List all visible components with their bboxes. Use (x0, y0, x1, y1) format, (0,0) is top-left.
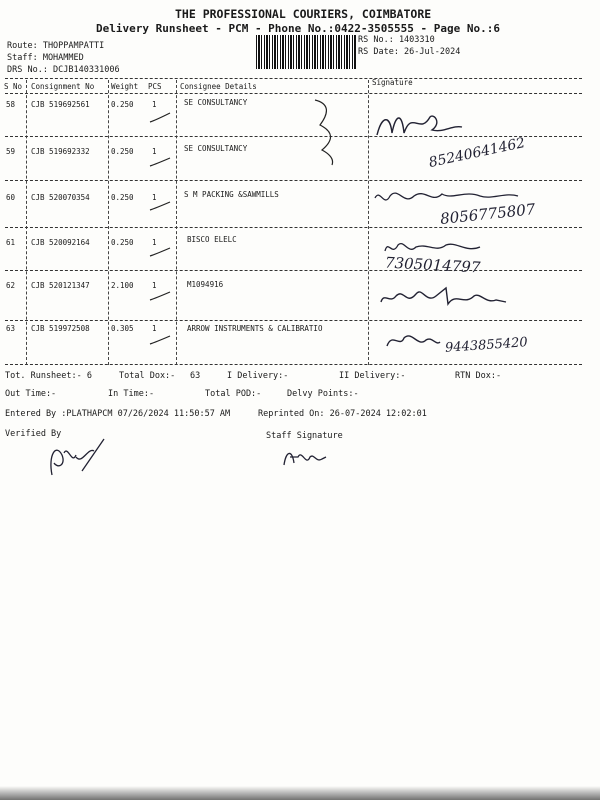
staff-signature (280, 445, 330, 470)
rs-number: RS No.: 1403310 (358, 35, 435, 45)
handwritten-phone: 8056775807 (439, 200, 537, 228)
tick-marks (148, 108, 174, 358)
col-divider (368, 80, 369, 365)
table-cell-sno: 60 (6, 193, 16, 202)
table-cell-pcs: 1 (152, 100, 157, 109)
table-cell-pcs: 1 (152, 324, 157, 333)
drs-number: DRS No.: DCJB140331006 (7, 65, 120, 75)
scan-edge-shadow (0, 786, 600, 800)
staff-signature-label: Staff Signature (266, 431, 343, 441)
table-cell-weight: 2.100 (111, 281, 134, 290)
table-cell-sno: 58 (6, 100, 16, 109)
col-header-consignee: Consignee Details (180, 82, 257, 91)
staff-label: Staff: MOHAMMED (7, 53, 84, 63)
handwritten-phone: 7305014797 (384, 253, 481, 277)
col-divider (108, 80, 109, 365)
table-cell-sno: 61 (6, 238, 16, 247)
table-cell-consignee: SE CONSULTANCY (184, 98, 248, 107)
ditto-mark (310, 95, 340, 170)
ii-delivery: II Delivery:- (339, 371, 406, 381)
delvy-points: Delvy Points:- (287, 389, 359, 399)
handwritten-phone: 9443855420 (444, 335, 529, 356)
table-bottom-rule (5, 364, 582, 365)
company-title: THE PROFESSIONAL COURIERS, COIMBATORE (175, 7, 432, 21)
table-cell-consignment: CJB 520121347 (31, 281, 90, 290)
handwritten-phone: 85240641462 (427, 134, 527, 172)
table-cell-pcs: 1 (152, 147, 157, 156)
col-header-sno: S No (4, 82, 23, 91)
table-cell-consignee: M1094916 (187, 280, 224, 289)
table-cell-consignment: CJB 520070354 (31, 193, 90, 202)
col-header-consignment: Consignment No (31, 82, 95, 91)
total-dox-label: Total Dox:- (119, 371, 176, 381)
barcode (256, 35, 356, 69)
table-top-rule (5, 78, 582, 79)
table-cell-weight: 0.250 (111, 238, 134, 247)
table-cell-weight: 0.250 (111, 147, 134, 156)
total-pod: Total POD:- (205, 389, 262, 399)
table-cell-sno: 62 (6, 281, 16, 290)
table-cell-consignment: CJB 519972508 (31, 324, 90, 333)
table-cell-sno: 63 (6, 324, 16, 333)
reprinted-on: Reprinted On: 26-07-2024 12:02:01 (258, 409, 427, 419)
table-cell-consignment: CJB 519692561 (31, 100, 90, 109)
table-cell-weight: 0.250 (111, 100, 134, 109)
col-divider (176, 80, 177, 365)
table-cell-consignee: SE CONSULTANCY (184, 144, 248, 153)
signature-scribble (376, 282, 516, 310)
in-time: In Time:- (108, 389, 155, 399)
rs-date: RS Date: 26-Jul-2024 (358, 47, 461, 57)
table-cell-pcs: 1 (152, 281, 157, 290)
table-cell-pcs: 1 (152, 238, 157, 247)
out-time: Out Time:- (5, 389, 57, 399)
signature-scribble (382, 328, 442, 352)
total-dox-value: 63 (190, 371, 201, 381)
runsheet-title: Delivery Runsheet - PCM - Phone No.:0422-3505555 - Page No.:6 (96, 22, 500, 35)
table-cell-pcs: 1 (152, 193, 157, 202)
table-cell-consignee: ARROW INSTRUMENTS & CALIBRATIO (187, 324, 323, 333)
route-label: Route: THOPPAMPATTI (7, 41, 105, 51)
table-cell-consignee: S M PACKING &SAWMILLS (184, 190, 279, 199)
entered-by: Entered By :PLATHAPCM 07/26/2024 11:50:57 AM (5, 409, 231, 419)
signature-scribble (372, 105, 497, 145)
table-cell-sno: 59 (6, 147, 16, 156)
table-cell-weight: 0.305 (111, 324, 134, 333)
table-cell-consignee: BISCO ELELC (187, 235, 237, 244)
i-delivery: I Delivery:- (227, 371, 289, 381)
rtn-dox: RTN Dox:- (455, 371, 502, 381)
row-rule (5, 180, 582, 181)
verified-by-label: Verified By (5, 429, 62, 439)
col-header-pcs: PCS (148, 82, 162, 91)
table-cell-consignment: CJB 520092164 (31, 238, 90, 247)
row-rule (5, 320, 582, 321)
table-header-rule (5, 93, 582, 94)
table-cell-consignment: CJB 519692332 (31, 147, 90, 156)
table-cell-weight: 0.250 (111, 193, 134, 202)
row-rule (5, 227, 582, 228)
verifier-signature (42, 435, 112, 480)
col-divider (26, 80, 27, 365)
row-rule (5, 270, 582, 271)
col-header-weight: Weight (111, 82, 139, 91)
col-header-signature: Signature (372, 78, 413, 87)
tot-runsheet: Tot. Runsheet:- 6 (5, 371, 92, 381)
